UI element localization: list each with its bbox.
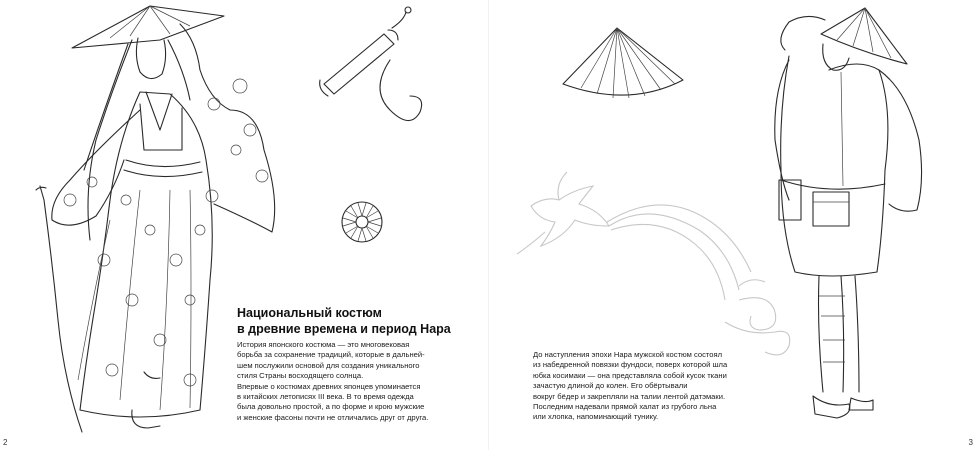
text-line: Последним надевали прямой халат из грубого льна: [533, 402, 717, 412]
text-line: или хлопка, напоминающий тунику.: [533, 412, 659, 422]
man-figure-with-hat: [775, 8, 922, 418]
swirl-ornament: [725, 280, 790, 355]
text-line: из набедренной повязки фундоси, поверх которой шла: [533, 360, 728, 370]
text-line: зачастую длиной до колен. Его обёртывали: [533, 381, 688, 391]
text-line: Впервые о костюмах древних японцев упоминается: [237, 381, 421, 391]
text-line: История японского костюма — это многовековая: [237, 340, 410, 349]
text-line: в китайских летописях III века. В то время одежда: [237, 392, 414, 402]
left-body-text: [237, 340, 487, 423]
page-title: [237, 305, 487, 337]
phoenix-bird-ornament: [517, 172, 751, 300]
chrysanthemum-crest-icon: [342, 202, 382, 242]
right-page: [489, 0, 977, 450]
scroll-icon: [320, 7, 422, 121]
text-line: вокруг бёдер и закрепляли на талии лентой датэмаки.: [533, 391, 726, 401]
text-line: юбка косимаки — она представляла собой кусок ткани: [533, 370, 727, 380]
page-number-left: 2: [3, 438, 8, 447]
right-body-text: [533, 350, 783, 423]
left-page: [0, 0, 488, 450]
text-line: и женские фасоны почти не отличались друг от друга.: [237, 412, 429, 422]
page-number-right: 3: [968, 438, 973, 447]
text-line: была довольно простой, а по форме и крою мужские: [237, 402, 425, 412]
text-line: стиля Страны восходящего солнца.: [237, 371, 364, 381]
title-line: в древние времена и период Нара: [237, 322, 451, 336]
text-line: шем послужили основой для создания уникального: [237, 360, 420, 370]
text-line: До наступления эпохи Нара мужской костюм состоял: [533, 350, 723, 359]
title-line: Национальный костюм: [237, 306, 382, 320]
straw-hat-icon: [563, 28, 683, 98]
text-line: борьба за сохранение традиций, которые в дальней-: [237, 350, 425, 360]
